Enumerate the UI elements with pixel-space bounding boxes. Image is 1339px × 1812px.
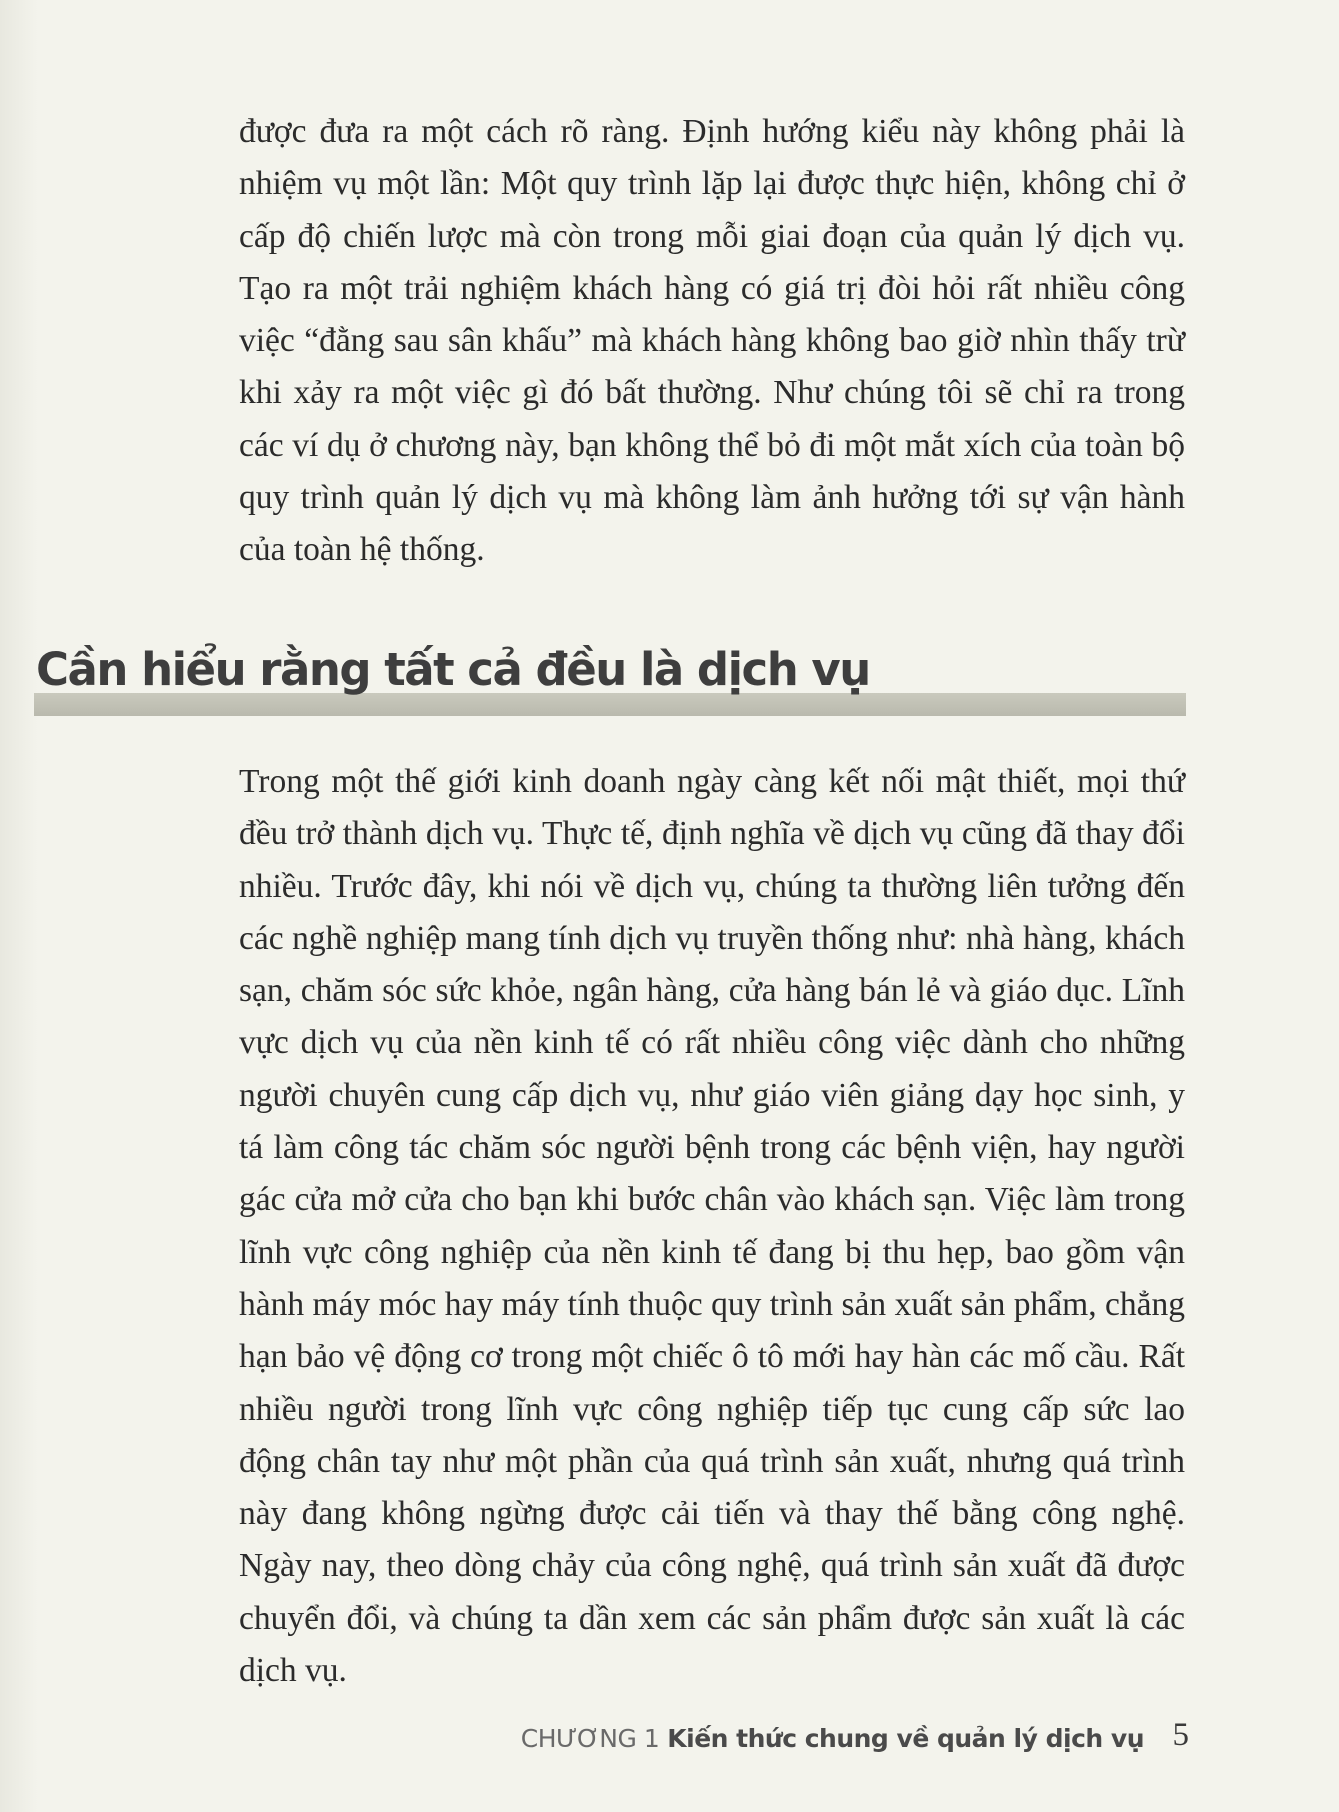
section-heading: Cần hiểu rằng tất cả đều là dịch vụ	[36, 643, 870, 696]
page-number: 5	[1172, 1717, 1189, 1753]
running-footer	[521, 1724, 1144, 1753]
body-paragraph: được đưa ra một cách rõ ràng. Định hướng kiểu này không phải là nhiệm vụ một lần: Một quy trình lặp lại được thực hiện, không chỉ ở cấp độ chiến lược mà còn trong mỗi giai đoạn của quản lý dịch vụ. Tạo ra một trải nghiệm khách hàng có giá trị đòi hỏi rất nhiều công việc “đằng sau sân khấu” mà khách hàng không bao giờ nhìn thấy trừ khi xảy ra một việc gì đó bất thường. Như chúng tôi sẽ chỉ ra trong các ví dụ ở chương này, bạn không thể bỏ đi một mắt xích của toàn bộ quy trình quản lý dịch vụ mà không làm ảnh hưởng tới sự vận hành của toàn hệ thống.	[239, 113, 1185, 569]
footer-chapter-title: Kiến thức chung về quản lý dịch vụ	[667, 1724, 1144, 1753]
footer-chapter: CHƯƠNG 1	[520, 1724, 660, 1753]
body-paragraph: Trong một thế giới kinh doanh ngày càng kết nối mật thiết, mọi thứ đều trở thành dịch vụ. Thực tế, định nghĩa về dịch vụ cũng đã thay đổi nhiều. Trước đây, khi nói về dịch vụ, chúng ta thường liên tưởng đến các nghề nghiệp mang tính dịch vụ truyền thống như: nhà hàng, khách sạn, chăm sóc sức khỏe, ngân hàng, cửa hàng bán lẻ và giáo dục. Lĩnh vực dịch vụ của nền kinh tế có rất nhiều công việc dành cho những người chuyên cung cấp dịch vụ, như giáo viên giảng dạy học sinh, y tá làm công tác chăm sóc người bệnh trong các bệnh viện, hay người gác cửa mở cửa cho bạn khi bước chân vào khách sạn. Việc làm trong lĩnh vực công nghiệp của nền kinh tế đang bị thu hẹp, bao gồm vận hành máy móc hay máy tính thuộc quy trình sản xuất sản phẩm, chẳng hạn bảo vệ động cơ trong một chiếc ô tô mới hay hàn các mố cầu. Rất nhiều người trong lĩnh vực công nghiệp tiếp tục cung cấp sức lao động chân tay như một phần của quá trình sản xuất, nhưng quá trình này đang không ngừng được cải tiến và thay thế bằng công nghệ. Ngày nay, theo dòng chảy của công nghệ, quá trình sản xuất đã được chuyển đổi, và chúng ta dần xem các sản phẩm được sản xuất là các dịch vụ.	[239, 763, 1185, 1690]
page-edge-shadow	[0, 0, 38, 1812]
